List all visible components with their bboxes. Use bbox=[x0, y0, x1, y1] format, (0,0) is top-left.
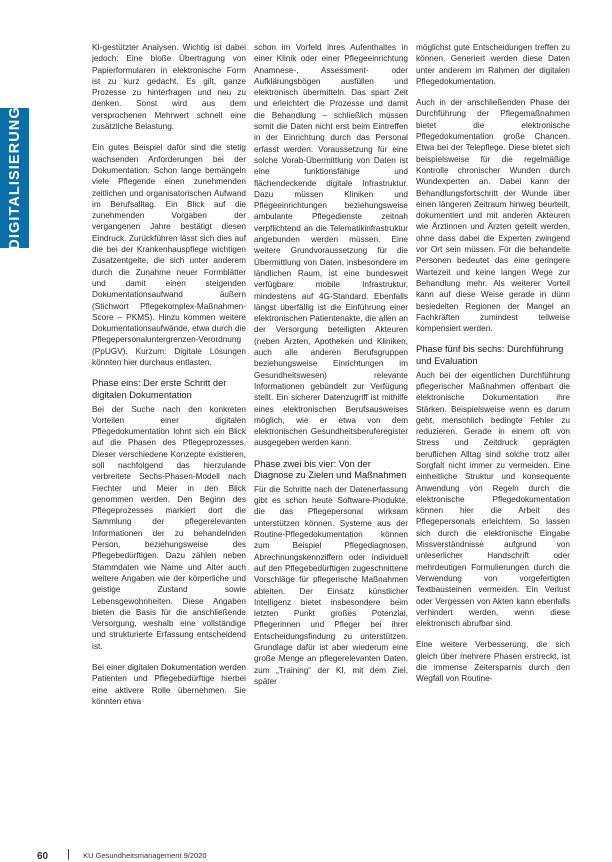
section-tab-label: DIGITALISIERUNG bbox=[6, 106, 23, 250]
body-paragraph: Bei der Suche nach den konkreten Vorteilen einer digitalen Pflegedokumentation lohnt sich ein Blick auf die Phasen des Pflegeprozesses. Dieser verschiedene Konzepte existieren, soll nachfolgend das hierzulande verbreitete Sechs-Phasen-Modell nach Fiechter und Meier in den Blick genommen werden. Den Beginn des Pflegeprozesses markiert dort die Sammlung der pflegerelevanten Informationen der zu behandelnden Person, beziehungsweise des Pflegebedürftigen. Dazu zählen neben Stammdaten wie Name und Alter auch weitere Angaben wie der körperliche und geistige Zustand sowie Lebensgewohnheiten. Diese Angaben bieten die Basis für die anschließende Versorgung, weshalb eine vollständige und strukturierte Erfassung entscheidend ist. bbox=[92, 404, 246, 651]
text-column-2 bbox=[254, 42, 408, 832]
body-paragraph: möglichst gute Entscheidungen treffen zu können. Generiert werden diese Daten unter anderem im Rahmen der digitalen Pflegedokumentation. bbox=[416, 43, 570, 86]
body-paragraph: KI-gestützter Analysen. Wichtig ist dabei jedoch: Eine bloße Übertragung von Papierformularen in elektronische Form ist zu kurz gedacht. Es gilt, ganze Prozesse zu hinterfragen und neu zu denken. Sonst wird aus dem versprochenen Mehrwert schnell eine zusätzliche Belastung. bbox=[92, 43, 246, 132]
body-paragraph: schon im Vorfeld ihres Aufenthaltes in einer Klinik oder einer Pflegeeinrichtung Anamnese-, Assessment- oder Aufklärungsbögen ausfüllen und elektronisch übermitteln. Das spart Zeit und erleichtert die Prozesse und damit die Behandlung – schließlich müssen somit die Daten nicht erst beim Eintreffen in der Einrichtung durch das Personal erfasst werden. Voraussetzung für eine solche Vorab-Übermittlung von Daten ist eine funktionsfähige und flächendeckende digitale Infrastruktur. Dazu müssen Kliniken und Pflegeeinrichtungen beziehungsweise ambulante Pflegedienste zeitnah verpflichtend an die Telematikinfrastruktur angebunden werden müssen. Eine weitere Grundvoraussetzung für die Übermittlung von Daten, insbesondere im ländlichen Raum, ist eine bundesweit verfügbare mobile Infrastruktur, mindestens auf 4G-Standard. Ebenfalls längst überfällig ist die Einführung einer elektronischen Patientenakte, die allen an der Versorgung beteiligten Akteuren (neben Ärzten, Apotheken und Kliniken, auch alle anderen Berufsgruppen beziehungsweise Einrichtungen im Gesundheitswesen) relevante Informationen gebündelt zur Verfügung stellt. Ein sicherer Datenzugriff ist mithilfe eines elektronischen Berufsausweises möglich, wie er etwa von dem elektronischen Gesundheitsberuferegister ausgegeben werden kann. bbox=[254, 43, 408, 448]
section-tab bbox=[0, 108, 29, 248]
section-heading: Phase eins: Der erste Schritt der digitalen Dokumentation bbox=[92, 378, 227, 400]
section-heading: Phase zwei bis vier: Von der Diagnose zu Zielen und Maßnahmen bbox=[254, 458, 407, 481]
body-paragraph: Bei einer digitalen Dokumentation werden Patienten und Pflegebedürftige hierbei eine aktivere Rolle übernehmen. Sie könnten etwa bbox=[92, 663, 246, 706]
section-heading: Phase fünf bis sechs: Durchführung und Evaluation bbox=[416, 344, 564, 367]
footer-divider bbox=[68, 849, 69, 860]
page-number: 60 bbox=[37, 851, 49, 862]
text-column-1 bbox=[92, 42, 246, 832]
body-paragraph: Auch in der anschließenden Phase der Durchführung der Pflegemaßnahmen bietet die elektronische Pflegedokumentation große Chancen. Etwa bei der Telepflege. Diese bietet sich beispielsweise für die regelmäßige Kontrolle chronischer Wunden durch Wundexperten an. Dabei kann der Behandlungsfortschritt der Wunde über einen längeren Zeitraum hinweg beurteilt, dokumentiert und mit anderen Akteuren wie Ärztinnen und Ärzten geteilt werden, ohne dass dabei die Experten zwingend vor Ort sein müssen. Für die behandelte Personen bedeutet das eine geringere Wartezeit und keine langen Wege zur Behandlung mehr. Als weiterer Vorteil kann auf diese Weise gerade in dünn besiedelten Regionen der Mangel an Fachkräften zumindest teilweise kompensiert werden. bbox=[416, 98, 570, 334]
page-footer bbox=[37, 849, 207, 862]
publication-title: KU Gesundheitsmanagement 9/2020 bbox=[83, 851, 207, 860]
body-paragraph: Auch bei der eigentlichen Durchführung pflegerischer Maßnahmen offenbart die elektronische Dokumentation ihre Stärken. Beispielsweise wenn es darum geht, menschlich bedingte Fehler zu reduzieren. Gerade in einem oft von Stress und Zeitdruck geprägten beruflichen Alltag sind solche trotz aller Sorgfalt nicht immer zu vermeiden. Eine einheitliche Struktur und konsequente Anwendung von Regeln durch die elektronische Pflegedokumentation können hier die Arbeit des Pflegepersonals erleichtern. So lassen sich durch die elektronische Eingabe Missverständnisse aufgrund von unleserlicher Handschrift oder mehrdeutigen Formulierungen durch die Verwendung von vorgefertigten Textbausteinen vermeiden. Ein Verlust oder Vergessen von Akten kann ebenfalls verhindert werden, wenn diese elektronisch abrufbar sind. bbox=[416, 370, 570, 629]
body-paragraph: Ein gutes Beispiel dafür sind die stetig wachsenden Anforderungen bei der Dokumentation. Schon lange bemängeln viele Pflegende einen zunehmenden zeitlichen und organisatorischen Aufwand im Berufsalltag. Ein Blick auf die zunehmenden Vorgaben der vergangenen Jahre bestätigt diesen Eindruck. Zurückführen lässt sich dies auf die bei der Krankenhauspflege wichtigen Zusatzentgelte, die sich unter anderem durch die Zunahme neuer Formblätter und damit einen steigenden Dokumentationsaufwand äußern (Stichwort Pflegekomplex-Maßnahmen-Score – PKMS). Hinzu kommen weitere Dokumentationsaufwände, etwa durch die Pflegepersonaluntergrenzen-Verordnung (PpUGV). Kurzum: Digitale Lösungen könnten hier durchaus entlasten. bbox=[92, 143, 246, 368]
text-column-3 bbox=[416, 42, 570, 832]
body-paragraph: Für die Schritte nach der Datenerfassung gibt es schon heute Software-Produkte, die das Pflegepersonal wirksam unterstützen können. Systeme aus der Routine-Pflegedokumentation können zum Beispiel Pflegediagnosen, Abrechnungskennziffern oder individuell auf den Pflegebedürftigen zugeschnittene Vorschläge für pflegerische Maßnahmen ableiten. Der Einsatz künstlicher Intelligenz bietet insbesondere beim letzten Punkt großes Potenzial, Pflegerinnen und Pfleger bei ihrer Entscheidungsfindung zu unterstützen. Grundlage dafür ist aber wiederum eine große Menge an pflegerelevanten Daten, zum „Training“ der KI, mit dem Ziel, später bbox=[254, 484, 408, 686]
body-paragraph: Eine weitere Verbesserung, die sich gleich über mehrere Phasen erstreckt, ist die immense Zeitersparnis durch den Wegfall von Routine- bbox=[416, 640, 570, 684]
